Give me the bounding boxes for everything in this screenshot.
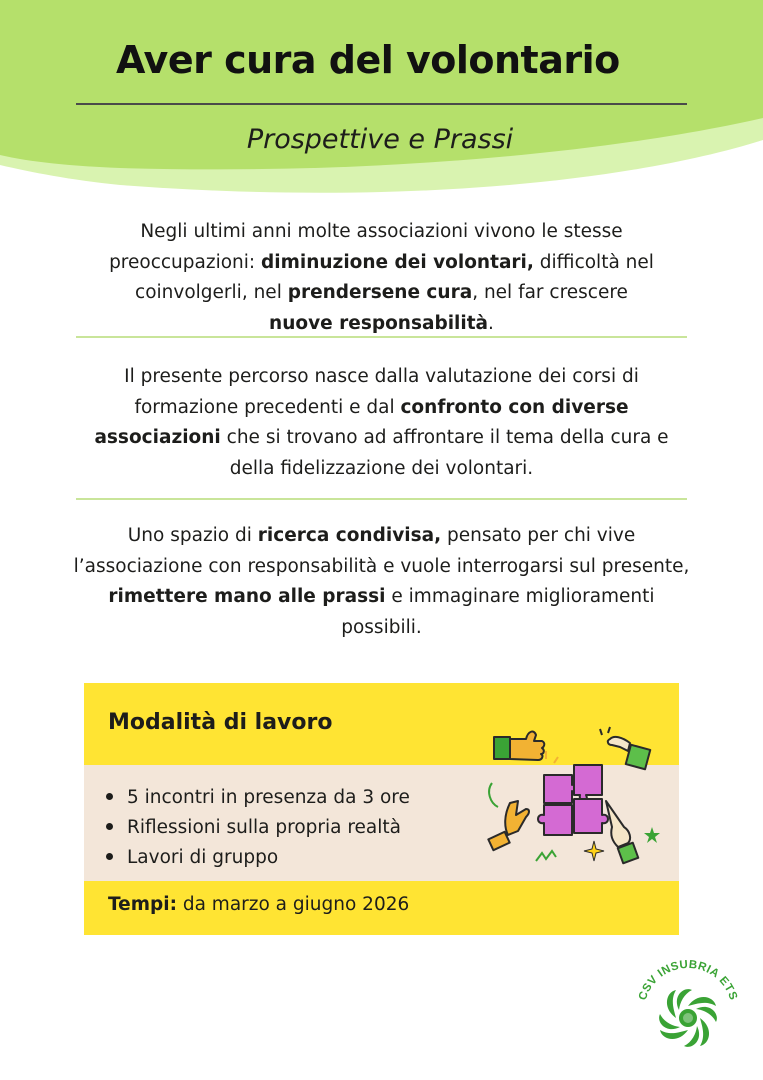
- section-divider: [76, 336, 687, 338]
- list-item: 5 incontri in presenza da 3 ore: [106, 783, 410, 813]
- bullet-icon: [106, 823, 113, 830]
- page-subtitle: Prospettive e Prassi: [246, 124, 514, 155]
- tempi-text: Tempi: da marzo a giugno 2026: [108, 894, 410, 915]
- space-paragraph: Uno spazio di ricerca condivisa, pensato per chi vive l’associazione con responsabilità e vuole interrogarsi sul presente, rimettere mano alle prassi e immaginare miglioramenti possibili.: [73, 525, 690, 638]
- bullet-icon: [106, 853, 113, 860]
- puzzle-hands-illustration: [482, 723, 672, 873]
- svg-text:CSV INSUBRIA ETS: CSV INSUBRIA ETS: [636, 958, 740, 1002]
- csv-insubria-logo: [630, 950, 746, 1060]
- course-paragraph: Il presente percorso nasce dalla valutazione dei corsi di formazione precedenti e dal confronto con diverse associazioni che si trovano ad affrontare il tema della cura e della fidelizzazione dei volontari.: [94, 366, 669, 479]
- page-title: Aver cura del volontario: [116, 38, 620, 82]
- bullet-icon: [106, 793, 113, 800]
- title-divider: [76, 103, 687, 105]
- work-mode-list: [106, 783, 410, 873]
- work-mode-box: [84, 683, 679, 935]
- list-item: Riflessioni sulla propria realtà: [106, 813, 410, 843]
- list-item: Lavori di gruppo: [106, 843, 410, 873]
- header-background: [0, 0, 763, 200]
- intro-paragraph: Negli ultimi anni molte associazioni vivono le stesse preoccupazioni: diminuzione dei volontari, difficoltà nel coinvolgerli, nel prendersene cura, nel far crescere nuove responsabilità.: [109, 221, 654, 334]
- box-heading: Modalità di lavoro: [108, 710, 333, 735]
- section-divider: [76, 498, 687, 500]
- box-footer: [84, 881, 679, 935]
